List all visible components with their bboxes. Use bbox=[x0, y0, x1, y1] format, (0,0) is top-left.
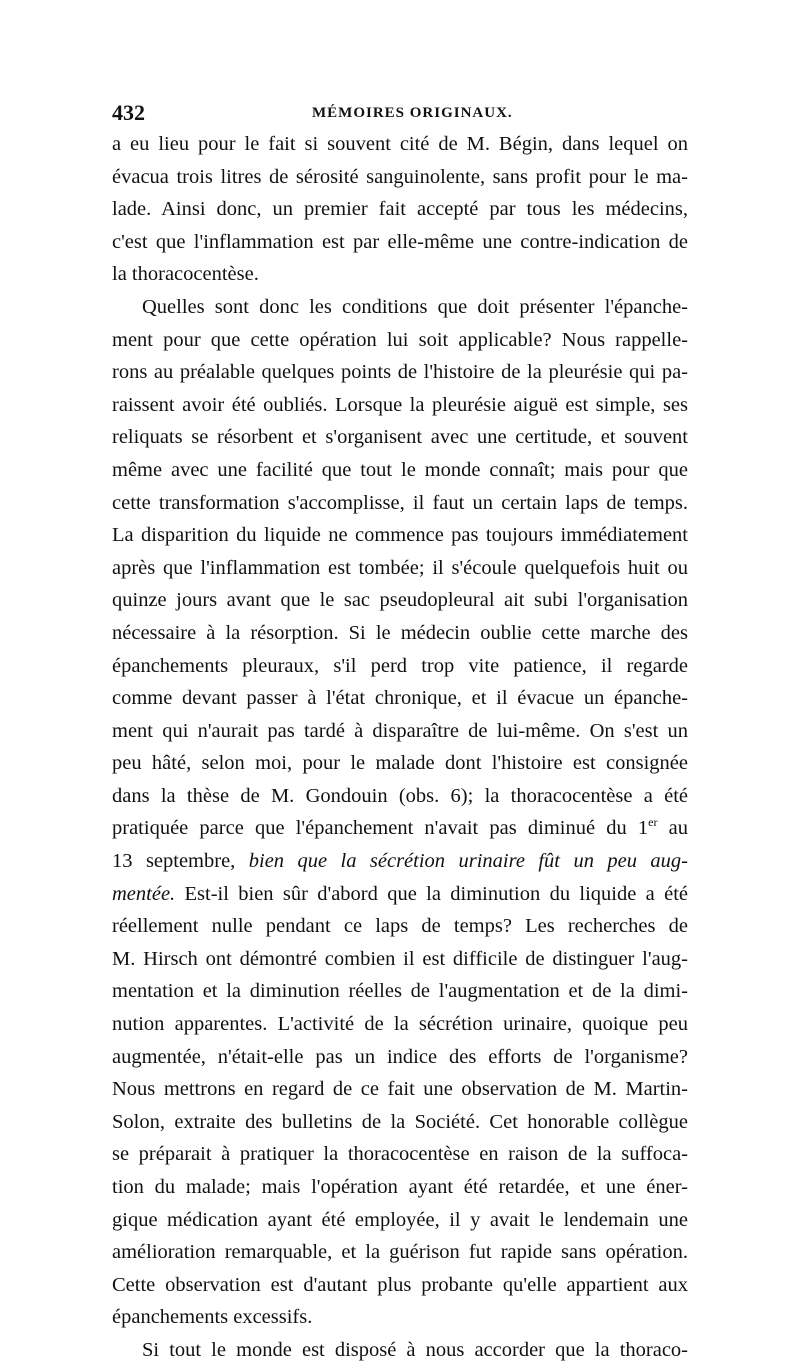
text-line: augmentée, n'était-elle pas un indice des efforts de l'organisme? bbox=[112, 1045, 688, 1068]
page-header bbox=[112, 100, 687, 128]
text-line: tion du malade; mais l'opération ayant été retardée, et une éner- bbox=[112, 1176, 688, 1198]
text-segment: au bbox=[657, 817, 688, 840]
text-line: M. Hirsch ont démontré combien il est difficile de distinguer l'aug- bbox=[112, 947, 688, 970]
page-number: 432 bbox=[112, 100, 145, 125]
text-line bbox=[112, 812, 688, 845]
text-line: épanchements pleuraux, s'il perd trop vite patience, il regarde bbox=[112, 654, 688, 677]
text-line: se préparait à pratiquer la thoracocentèse en raison de la suffoca- bbox=[112, 1143, 688, 1166]
text-line: Cette observation est d'autant plus probante qu'elle appartient aux bbox=[112, 1273, 688, 1296]
text-line: comme devant passer à l'état chronique, et il évacue un épanche- bbox=[112, 687, 688, 710]
text-line: reliquats se résorbent et s'organisent avec une certitude, et souvent bbox=[112, 426, 688, 449]
text-line: Quelles sont donc les conditions que doit présenter l'épanche- bbox=[142, 295, 688, 318]
italic-text: mentée. bbox=[112, 882, 176, 905]
text-line: la thoracocentèse. bbox=[112, 263, 259, 286]
text-line: évacua trois litres de sérosité sanguinolente, sans profit pour le ma- bbox=[112, 165, 688, 188]
text-line: nécessaire à la résorption. Si le médecin oublie cette marche des bbox=[112, 621, 688, 644]
text-line: réellement nulle pendant ce laps de temps? Les recherches de bbox=[112, 915, 688, 938]
text-line: amélioration remarquable, et la guérison fut rapide sans opération. bbox=[112, 1241, 688, 1264]
body-text bbox=[112, 128, 688, 1367]
text-line: épanchements excessifs. bbox=[112, 1306, 313, 1329]
text-line: raissent avoir été oubliés. Lorsque la pleurésie aiguë est simple, ses bbox=[112, 393, 688, 416]
text-line: dans la thèse de M. Gondouin (obs. 6); la thoracocentèse a été bbox=[112, 784, 688, 807]
text-line: Nous mettrons en regard de ce fait une observation de M. Martin- bbox=[112, 1078, 688, 1101]
text-line: ment pour que cette opération lui soit applicable? Nous rappelle- bbox=[112, 328, 688, 351]
text-line bbox=[112, 878, 688, 911]
text-line: rons au préalable quelques points de l'histoire de la pleurésie qui pa- bbox=[112, 361, 688, 384]
text-line: ment qui n'aurait pas tardé à disparaître de lui-même. On s'est un bbox=[112, 719, 688, 742]
text-line: nution apparentes. L'activité de la sécrétion urinaire, quoique peu bbox=[112, 1013, 688, 1036]
italic-text: bien que la sécrétion urinaire fût un peu aug- bbox=[248, 850, 688, 873]
text-line: c'est que l'inflammation est par elle-même une contre-indication de bbox=[112, 230, 688, 253]
text-line: mentation et la diminution réelles de l'augmentation et de la dimi- bbox=[112, 980, 688, 1003]
running-title: MÉMOIRES ORIGINAUX. bbox=[312, 105, 513, 121]
text-line: La disparition du liquide ne commence pas toujours immédiatement bbox=[112, 524, 688, 547]
text-line: quinze jours avant que le sac pseudopleural ait subi l'organisation bbox=[112, 589, 688, 612]
text-line: Si tout le monde est disposé à nous accorder que la thoraco- bbox=[142, 1338, 688, 1361]
text-line: a eu lieu pour le fait si souvent cité de M. Bégin, dans lequel on bbox=[112, 133, 688, 155]
text-line: gique médication ayant été employée, il y avait le lendemain une bbox=[112, 1208, 688, 1231]
text-line: après que l'inflammation est tombée; il s'écoule quelquefois huit ou bbox=[112, 556, 688, 579]
text-line: cette transformation s'accomplisse, il faut un certain laps de temps. bbox=[112, 491, 688, 514]
text-line bbox=[112, 845, 688, 878]
text-segment: Est-il bien sûr d'abord que la diminution du liquide a été bbox=[175, 882, 688, 905]
text-segment: pratiquée parce que l'épanchement n'avait pas diminué du 1 bbox=[112, 817, 649, 840]
text-line: même avec une facilité que tout le monde connaît; mais pour que bbox=[112, 458, 688, 481]
superscript: er bbox=[648, 815, 658, 830]
text-line: lade. Ainsi donc, un premier fait accepté par tous les médecins, bbox=[112, 198, 688, 221]
text-segment: 13 septembre, bbox=[112, 850, 249, 873]
text-line: peu hâté, selon moi, pour le malade dont l'histoire est consignée bbox=[112, 752, 688, 775]
text-line: Solon, extraite des bulletins de la Société. Cet honorable collègue bbox=[112, 1110, 688, 1133]
